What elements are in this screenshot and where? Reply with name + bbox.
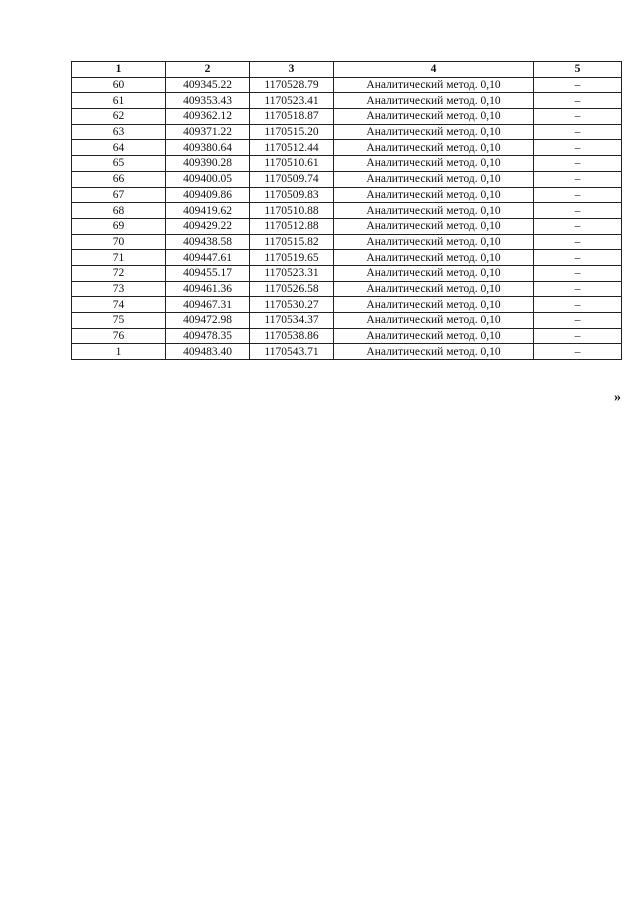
table-row	[72, 203, 622, 219]
table-cell: 1170523.31	[250, 265, 334, 281]
table-header-row	[72, 62, 622, 78]
table-row	[72, 156, 622, 172]
table-cell: 1170528.79	[250, 77, 334, 93]
table-cell: –	[534, 203, 622, 219]
table-cell: –	[534, 344, 622, 360]
table-row	[72, 265, 622, 281]
table-cell: Аналитический метод. 0,10	[334, 187, 534, 203]
table-cell: 61	[72, 93, 166, 109]
table-cell: –	[534, 297, 622, 313]
table-row	[72, 171, 622, 187]
table-cell: –	[534, 140, 622, 156]
table-cell: Аналитический метод. 0,10	[334, 265, 534, 281]
table-cell: Аналитический метод. 0,10	[334, 156, 534, 172]
table-cell: 1170530.27	[250, 297, 334, 313]
table-cell: –	[534, 77, 622, 93]
table-cell: 409345.22	[166, 77, 250, 93]
table-cell: –	[534, 250, 622, 266]
table-cell: 63	[72, 124, 166, 140]
table-row	[72, 93, 622, 109]
table-cell: –	[534, 234, 622, 250]
table-cell: Аналитический метод. 0,10	[334, 93, 534, 109]
table-cell: –	[534, 281, 622, 297]
table-cell: –	[534, 109, 622, 125]
table-cell: 1170512.88	[250, 218, 334, 234]
table-cell: 68	[72, 203, 166, 219]
table-cell: 69	[72, 218, 166, 234]
table-cell: 76	[72, 328, 166, 344]
table-cell: 67	[72, 187, 166, 203]
table-cell: 409461.36	[166, 281, 250, 297]
table-cell: 1170510.88	[250, 203, 334, 219]
table-cell: 74	[72, 297, 166, 313]
table-cell: 1170510.61	[250, 156, 334, 172]
table-cell: Аналитический метод. 0,10	[334, 140, 534, 156]
table-row	[72, 234, 622, 250]
table-cell: –	[534, 171, 622, 187]
coordinates-table	[71, 61, 622, 360]
table-row	[72, 297, 622, 313]
table-cell: 409419.62	[166, 203, 250, 219]
closing-quote-mark: »	[614, 390, 621, 405]
table-cell: –	[534, 265, 622, 281]
table-cell: 64	[72, 140, 166, 156]
table-row	[72, 281, 622, 297]
table-row	[72, 124, 622, 140]
table-cell: 409472.98	[166, 313, 250, 329]
table-cell: –	[534, 313, 622, 329]
table-cell: 71	[72, 250, 166, 266]
table-cell: Аналитический метод. 0,10	[334, 109, 534, 125]
table-cell: 409455.17	[166, 265, 250, 281]
table-cell: –	[534, 124, 622, 140]
table-cell: 409467.31	[166, 297, 250, 313]
table-cell: Аналитический метод. 0,10	[334, 203, 534, 219]
table-cell: 409400.05	[166, 171, 250, 187]
table-row	[72, 328, 622, 344]
table-row	[72, 187, 622, 203]
table-row	[72, 218, 622, 234]
table-cell: 72	[72, 265, 166, 281]
table-row	[72, 344, 622, 360]
table-cell: 1170509.74	[250, 171, 334, 187]
column-header: 5	[534, 62, 622, 78]
table-cell: 409371.22	[166, 124, 250, 140]
table-cell: Аналитический метод. 0,10	[334, 171, 534, 187]
table-cell: 1170515.20	[250, 124, 334, 140]
column-header: 4	[334, 62, 534, 78]
table-cell: –	[534, 156, 622, 172]
table-cell: 409380.64	[166, 140, 250, 156]
table-cell: 65	[72, 156, 166, 172]
table-cell: 409478.35	[166, 328, 250, 344]
column-header: 3	[250, 62, 334, 78]
table-row	[72, 140, 622, 156]
table-cell: 1170518.87	[250, 109, 334, 125]
column-header: 2	[166, 62, 250, 78]
table-cell: 409353.43	[166, 93, 250, 109]
table-cell: Аналитический метод. 0,10	[334, 124, 534, 140]
table-cell: 1170509.83	[250, 187, 334, 203]
table-cell: Аналитический метод. 0,10	[334, 218, 534, 234]
table-cell: 66	[72, 171, 166, 187]
table-cell: 1170526.58	[250, 281, 334, 297]
table-cell: 70	[72, 234, 166, 250]
table-cell: –	[534, 187, 622, 203]
table-cell: Аналитический метод. 0,10	[334, 77, 534, 93]
table-cell: –	[534, 93, 622, 109]
table-cell: Аналитический метод. 0,10	[334, 313, 534, 329]
table-cell: 409429.22	[166, 218, 250, 234]
table-cell: –	[534, 218, 622, 234]
table-cell: 1170523.41	[250, 93, 334, 109]
column-header: 1	[72, 62, 166, 78]
table-cell: Аналитический метод. 0,10	[334, 250, 534, 266]
table-cell: 1170534.37	[250, 313, 334, 329]
table-cell: 409390.28	[166, 156, 250, 172]
table-cell: 1170519.65	[250, 250, 334, 266]
table-row	[72, 313, 622, 329]
table-cell: 1170515.82	[250, 234, 334, 250]
table-cell: 409438.58	[166, 234, 250, 250]
table-cell: 409409.86	[166, 187, 250, 203]
table-cell: 75	[72, 313, 166, 329]
table-cell: 73	[72, 281, 166, 297]
table-cell: 409362.12	[166, 109, 250, 125]
table-row	[72, 77, 622, 93]
table-cell: 62	[72, 109, 166, 125]
table-cell: 1170538.86	[250, 328, 334, 344]
table-cell: Аналитический метод. 0,10	[334, 328, 534, 344]
table-cell: Аналитический метод. 0,10	[334, 281, 534, 297]
table-cell: 409447.61	[166, 250, 250, 266]
table-cell: Аналитический метод. 0,10	[334, 344, 534, 360]
table-body	[72, 77, 622, 359]
table-row	[72, 109, 622, 125]
table-cell: 1170543.71	[250, 344, 334, 360]
table-cell: 60	[72, 77, 166, 93]
table-cell: Аналитический метод. 0,10	[334, 234, 534, 250]
table-cell: 1	[72, 344, 166, 360]
table-cell: 1170512.44	[250, 140, 334, 156]
table-row	[72, 250, 622, 266]
table-cell: –	[534, 328, 622, 344]
table-cell: 409483.40	[166, 344, 250, 360]
table-cell: Аналитический метод. 0,10	[334, 297, 534, 313]
